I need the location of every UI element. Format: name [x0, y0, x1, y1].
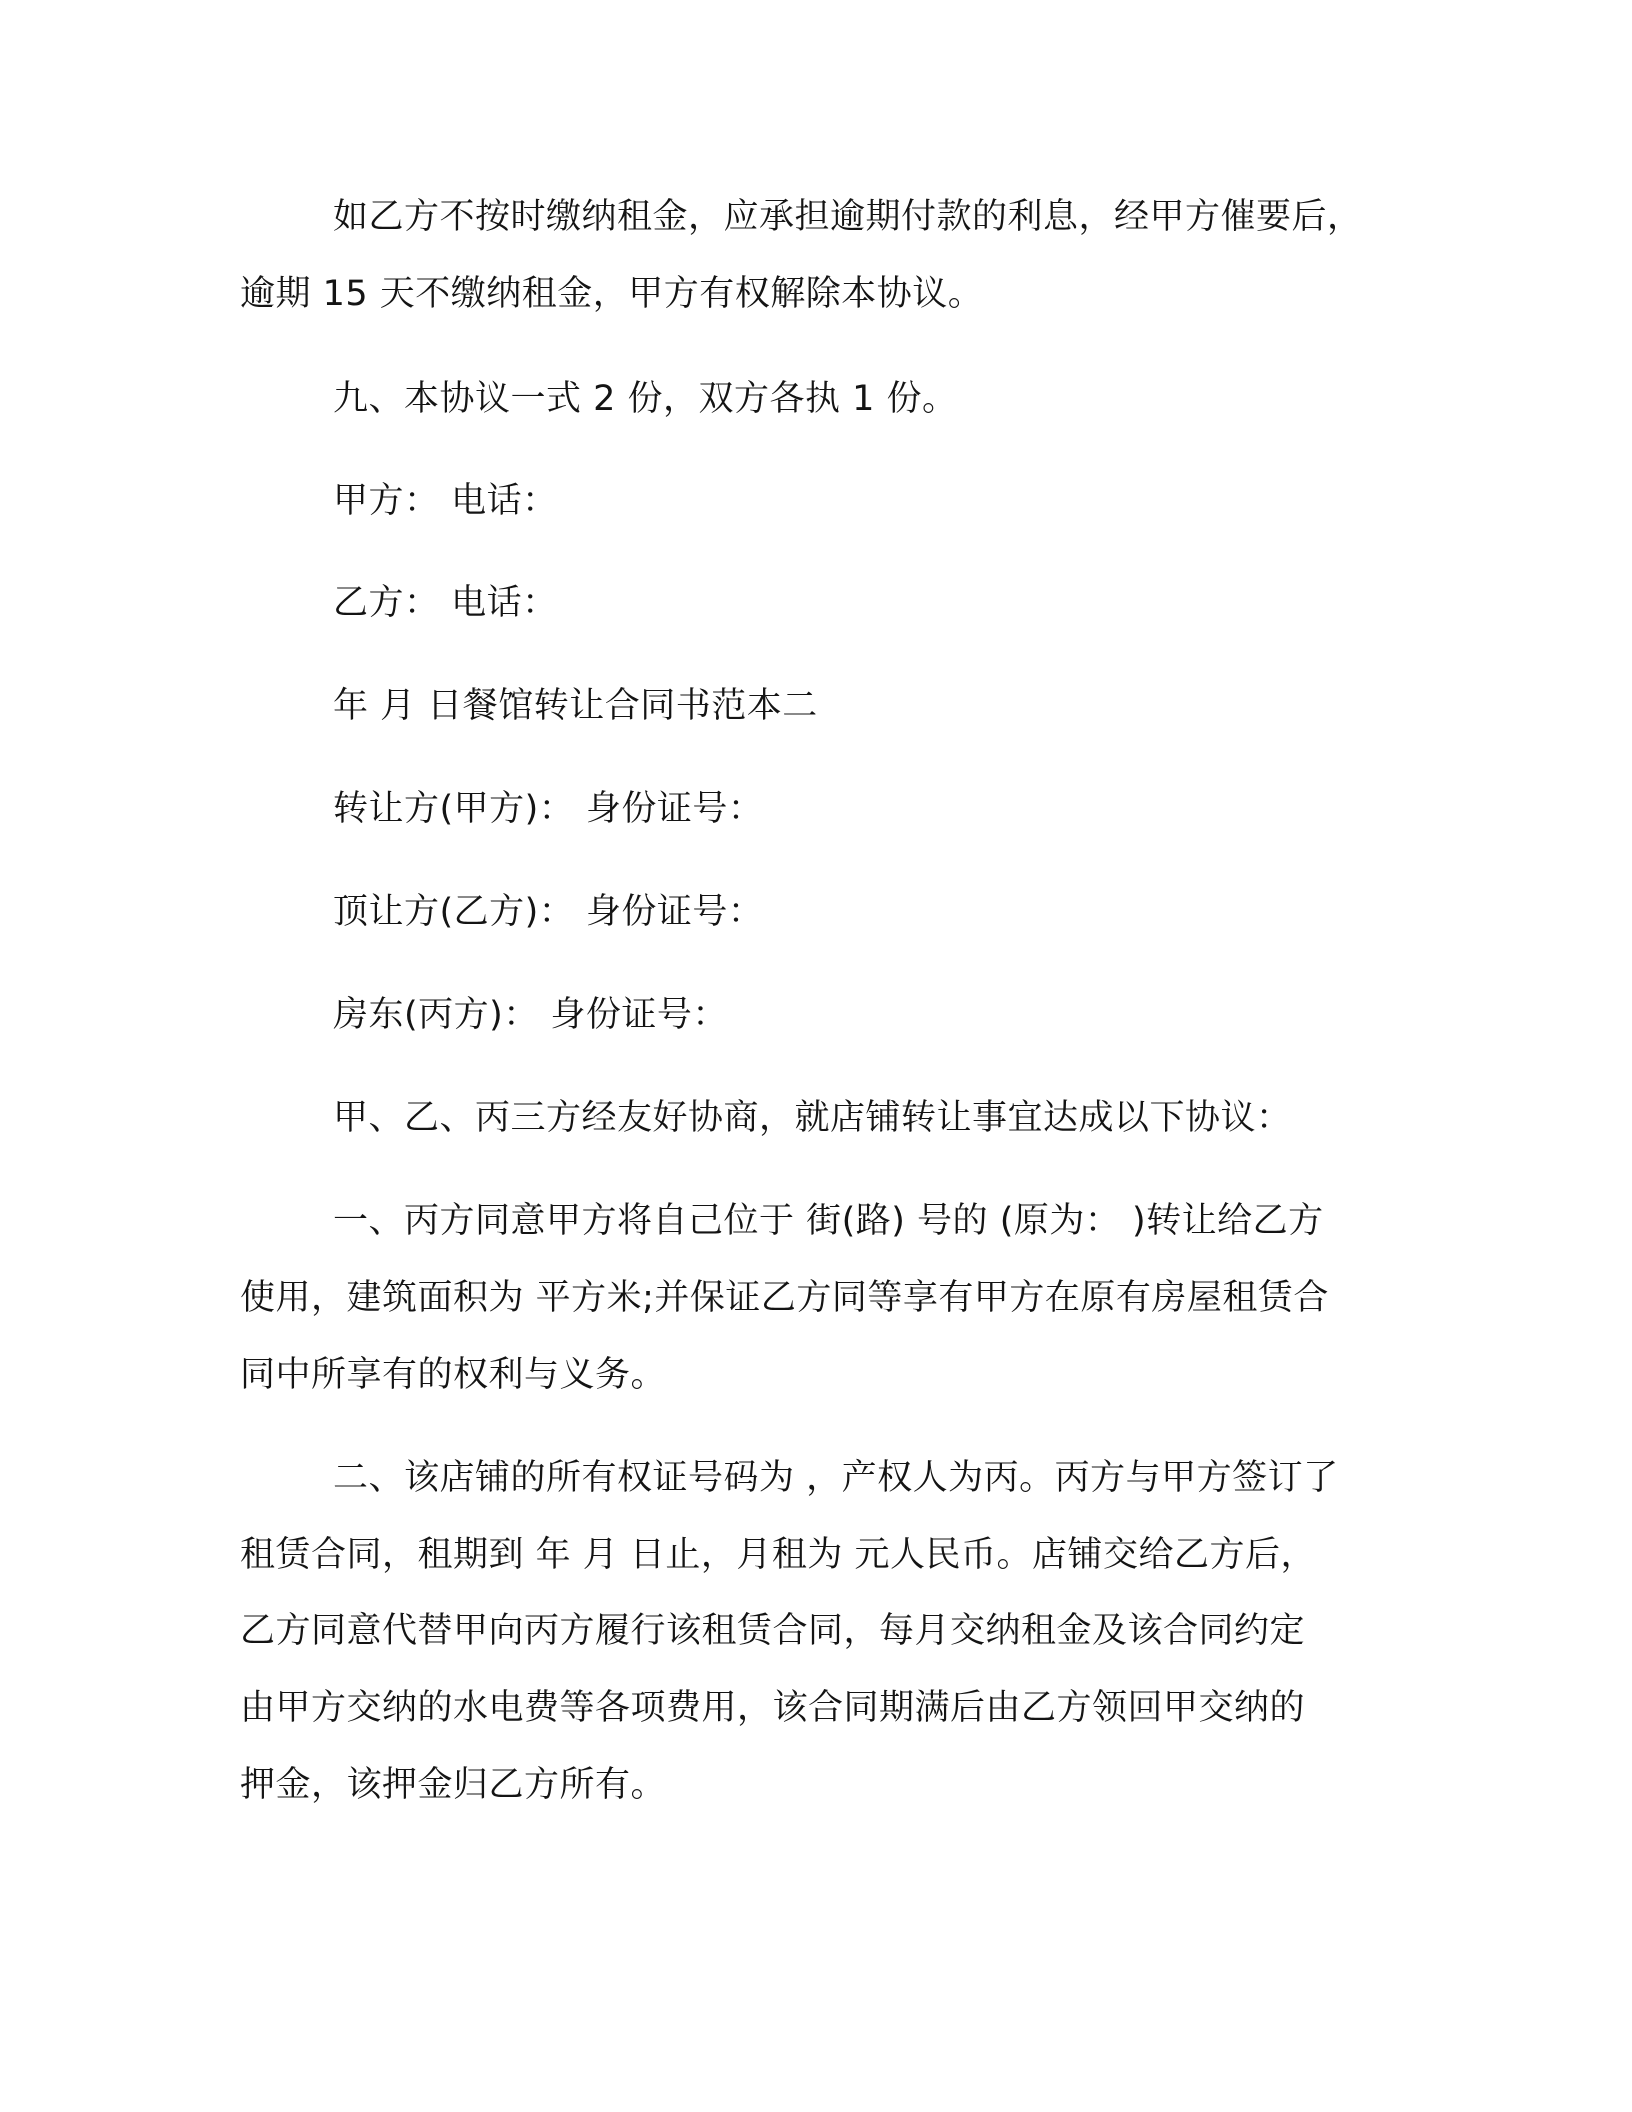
paragraph-line: 租赁合同，租期到 年 月 日止，月租为 元人民币。店铺交给乙方后，	[240, 1535, 1317, 1575]
paragraph-line: 使用，建筑面积为 平方米;并保证乙方同等享有甲方在原有房屋租赁合	[240, 1278, 1329, 1318]
paragraph-line: 如乙方不按时缴纳租金，应承担逾期付款的利息，经甲方催要后，	[333, 197, 1363, 237]
paragraph-line: 年 月 日餐馆转让合同书范本二	[333, 686, 818, 726]
paragraph-line: 同中所享有的权利与义务。	[240, 1355, 667, 1395]
paragraph-line: 房东(丙方)： 身份证号：	[333, 995, 728, 1035]
paragraph-line: 一、丙方同意甲方将自己位于 街(路) 号的 (原为： )转让给乙方	[333, 1201, 1324, 1241]
paragraph-line: 九、本协议一式 2 份，双方各执 1 份。	[333, 379, 958, 419]
paragraph-line: 甲、乙、丙三方经友好协商，就店铺转让事宜达成以下协议：	[333, 1098, 1292, 1138]
paragraph-line: 甲方： 电话：	[333, 481, 558, 521]
paragraph-line: 乙方同意代替甲向丙方履行该租赁合同，每月交纳租金及该合同约定	[240, 1611, 1306, 1651]
paragraph-line: 二、该店铺的所有权证号码为 ，产权人为丙。丙方与甲方签订了	[333, 1458, 1339, 1498]
paragraph-line: 逾期 15 天不缴纳租金，甲方有权解除本协议。	[240, 274, 984, 314]
paragraph-line: 乙方： 电话：	[333, 583, 558, 623]
paragraph-line: 转让方(甲方)： 身份证号：	[333, 789, 764, 829]
paragraph-line: 由甲方交纳的水电费等各项费用，该合同期满后由乙方领回甲交纳的	[240, 1688, 1306, 1728]
paragraph-line: 顶让方(乙方)： 身份证号：	[333, 892, 764, 932]
paragraph-line: 押金，该押金归乙方所有。	[240, 1765, 667, 1805]
